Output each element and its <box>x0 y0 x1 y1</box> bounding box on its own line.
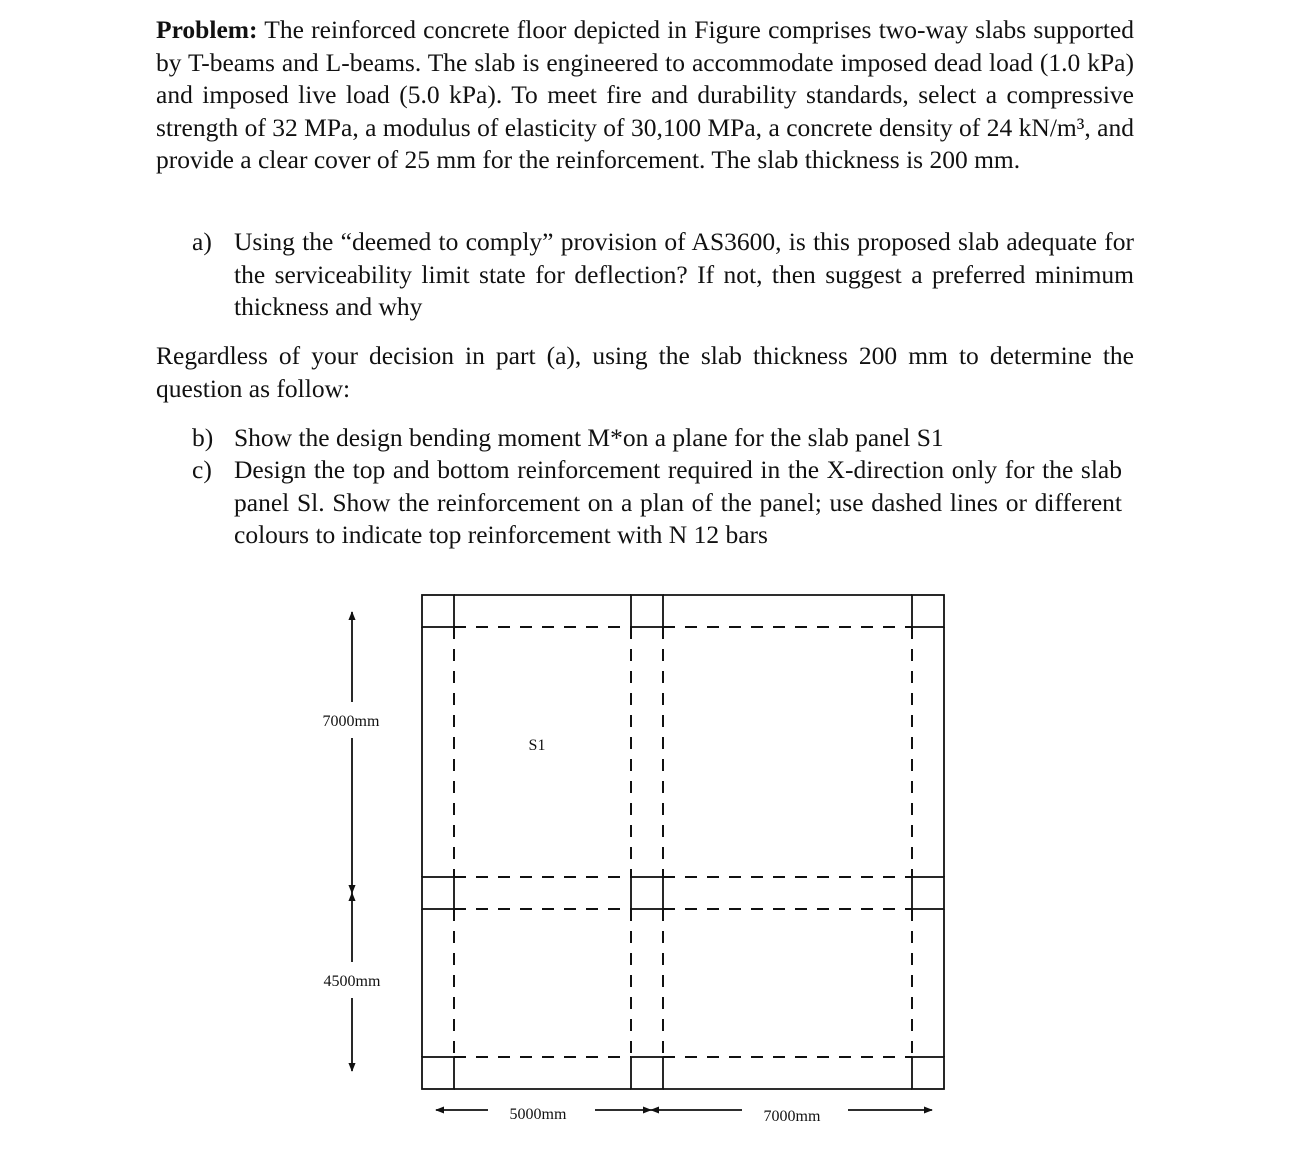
column-mid-middle <box>631 877 663 909</box>
question-a-text: Using the “deemed to comply” provision of AS3600, is this proposed slab adequate for the serviceability limit state for deflection? If not, then suggest a preferred minimum thickness and why <box>234 227 1134 321</box>
column-bottom-left <box>422 1057 454 1089</box>
problem-text: The reinforced concrete floor depicted in Figure comprises two-way slabs supported by T-beams and L-beams. The slab is engineered to accommodate imposed dead load (1.0 kPa) and imposed live load (5.0 kPa). To meet fire and durability standards, select a compressive strength of 32 MPa, a modulus of elasticity of 30,100 MPa, a concrete density of 24 kN/m³, and provide a clear cover of 25 mm for the reinforcement. The slab thickness is 200 mm. <box>156 15 1134 174</box>
dim-label-5000-horizontal: 5000mm <box>509 1106 567 1123</box>
question-c-label: c) <box>192 455 212 484</box>
column-grid <box>422 595 944 1089</box>
column-top-right <box>912 595 944 627</box>
question-a-label: a) <box>192 227 212 256</box>
dim-label-7000-vertical: 7000mm <box>322 713 380 730</box>
column-top-middle <box>631 595 663 627</box>
question-c-text: Design the top and bottom reinforcement required in the X-direction only for the slab panel Sl. Show the reinforcement on a plan of the panel; use dashed lines or different colours to indicate top reinforcement with N 12 bars <box>234 455 1122 549</box>
beam-dashed-lines <box>454 627 912 1057</box>
question-b-label: b) <box>192 423 214 452</box>
column-mid-left <box>422 877 454 909</box>
column-bottom-middle <box>631 1057 663 1089</box>
dim-label-4500-vertical: 4500mm <box>323 973 381 990</box>
dim-label-7000-horizontal: 7000mm <box>763 1108 821 1125</box>
column-mid-right <box>912 877 944 909</box>
question-b-text: Show the design bending moment M*on a plane for the slab panel S1 <box>234 423 944 452</box>
column-top-left <box>422 595 454 627</box>
panel-label-s1: S1 <box>528 737 546 754</box>
column-bottom-right <box>912 1057 944 1089</box>
regardless-paragraph: Regardless of your decision in part (a), using the slab thickness 200 mm to determine the question as follow: <box>156 341 1134 403</box>
problem-lead: Problem: <box>156 15 258 44</box>
